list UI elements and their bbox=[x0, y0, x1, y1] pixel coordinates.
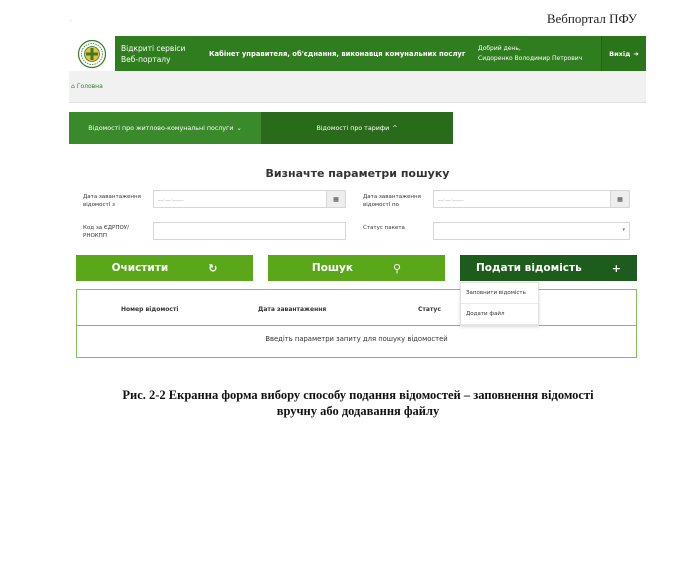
submit-dropdown-menu bbox=[460, 282, 539, 326]
page-dot: . bbox=[70, 16, 72, 23]
date-from-label: Дата завантаження відомості з bbox=[83, 194, 141, 208]
caption-line-1: Рис. 2-2 Екранна форма вибору способу подання відомостей – заповнення відомості bbox=[122, 388, 594, 402]
date-from-field[interactable] bbox=[153, 190, 346, 208]
edrpou-input[interactable] bbox=[153, 222, 346, 240]
date-from-placeholder: __.__.____ bbox=[158, 195, 184, 201]
empty-table-message: Введіть параметри запиту для пошуку відомостей bbox=[265, 335, 448, 343]
breadcrumb-bar bbox=[69, 71, 646, 103]
tab-housing-services[interactable] bbox=[69, 112, 261, 144]
section-tabs bbox=[69, 112, 453, 144]
refresh-icon: ↻ bbox=[208, 261, 218, 275]
logout-label: Вихід bbox=[609, 49, 631, 58]
column-header-number: Номер відомості bbox=[121, 306, 179, 313]
date-to-label: Дата завантаження відомості по bbox=[363, 194, 421, 208]
date-to-field[interactable] bbox=[433, 190, 630, 208]
home-icon: ⌂ bbox=[71, 83, 75, 90]
brand-title bbox=[121, 43, 197, 65]
screenshot-frame bbox=[69, 36, 646, 366]
caption-line-2: вручну або додавання файлу bbox=[276, 404, 440, 418]
clear-button[interactable] bbox=[76, 255, 253, 281]
submit-statement-button[interactable] bbox=[460, 255, 637, 281]
user-greeting bbox=[478, 44, 606, 64]
user-name: Сидоренко Володимир Петрович bbox=[478, 54, 583, 62]
tab-tariffs-label: Відомості про тарифи bbox=[316, 124, 390, 132]
tab-housing-services-label: Відомості про житлово-комунальні послуги bbox=[88, 124, 234, 132]
breadcrumb-home-link[interactable]: Головна bbox=[76, 83, 103, 90]
sign-out-icon: ➜ bbox=[633, 49, 639, 58]
select-caret-icon: ▾ bbox=[622, 227, 625, 233]
page-running-header: Вебпортал ПФУ bbox=[546, 11, 637, 26]
top-navigation-bar bbox=[69, 36, 646, 71]
edrpou-label: Код за ЄДРПОУ/ РНОКПП bbox=[83, 225, 129, 239]
clear-button-label: Очистити bbox=[111, 262, 169, 274]
plus-icon: + bbox=[611, 261, 621, 275]
brand-line-1: Відкриті сервіси bbox=[121, 43, 186, 53]
search-icon: ⚲ bbox=[393, 261, 402, 275]
breadcrumb[interactable] bbox=[71, 83, 103, 90]
results-table bbox=[76, 289, 637, 358]
figure-caption bbox=[70, 387, 646, 419]
column-header-status: Статус bbox=[418, 306, 441, 313]
search-form-title: Визначте параметри пошуку bbox=[265, 167, 450, 180]
status-label: Статус пакета bbox=[363, 225, 405, 231]
menu-item-fill-statement[interactable]: Заповнити відомість bbox=[461, 283, 538, 304]
pfu-emblem-icon[interactable] bbox=[69, 36, 115, 71]
submit-button-label: Подати відомість bbox=[476, 262, 582, 274]
date-to-placeholder: __.__.____ bbox=[438, 195, 464, 201]
logout-button[interactable] bbox=[601, 36, 646, 71]
search-button-label: Пошук bbox=[311, 262, 354, 274]
status-select[interactable] bbox=[433, 222, 630, 240]
greeting-text: Добрий день, bbox=[478, 44, 521, 52]
column-header-date: Дата завантаження bbox=[258, 306, 327, 313]
tab-tariffs[interactable] bbox=[261, 112, 453, 144]
table-header-row bbox=[77, 290, 636, 326]
calendar-icon[interactable]: ▦ bbox=[610, 191, 629, 207]
calendar-icon[interactable]: ▦ bbox=[326, 191, 345, 207]
search-button[interactable] bbox=[268, 255, 445, 281]
menu-item-add-file[interactable]: Додати файл bbox=[461, 304, 538, 325]
chevron-up-icon: ^ bbox=[392, 124, 398, 132]
cabinet-title: Кабінет управителя, об'єднання, виконавця комунальних послуг bbox=[209, 49, 466, 58]
brand-line-2: Веб-порталу bbox=[121, 54, 171, 64]
chevron-down-icon: ⌄ bbox=[236, 124, 242, 132]
